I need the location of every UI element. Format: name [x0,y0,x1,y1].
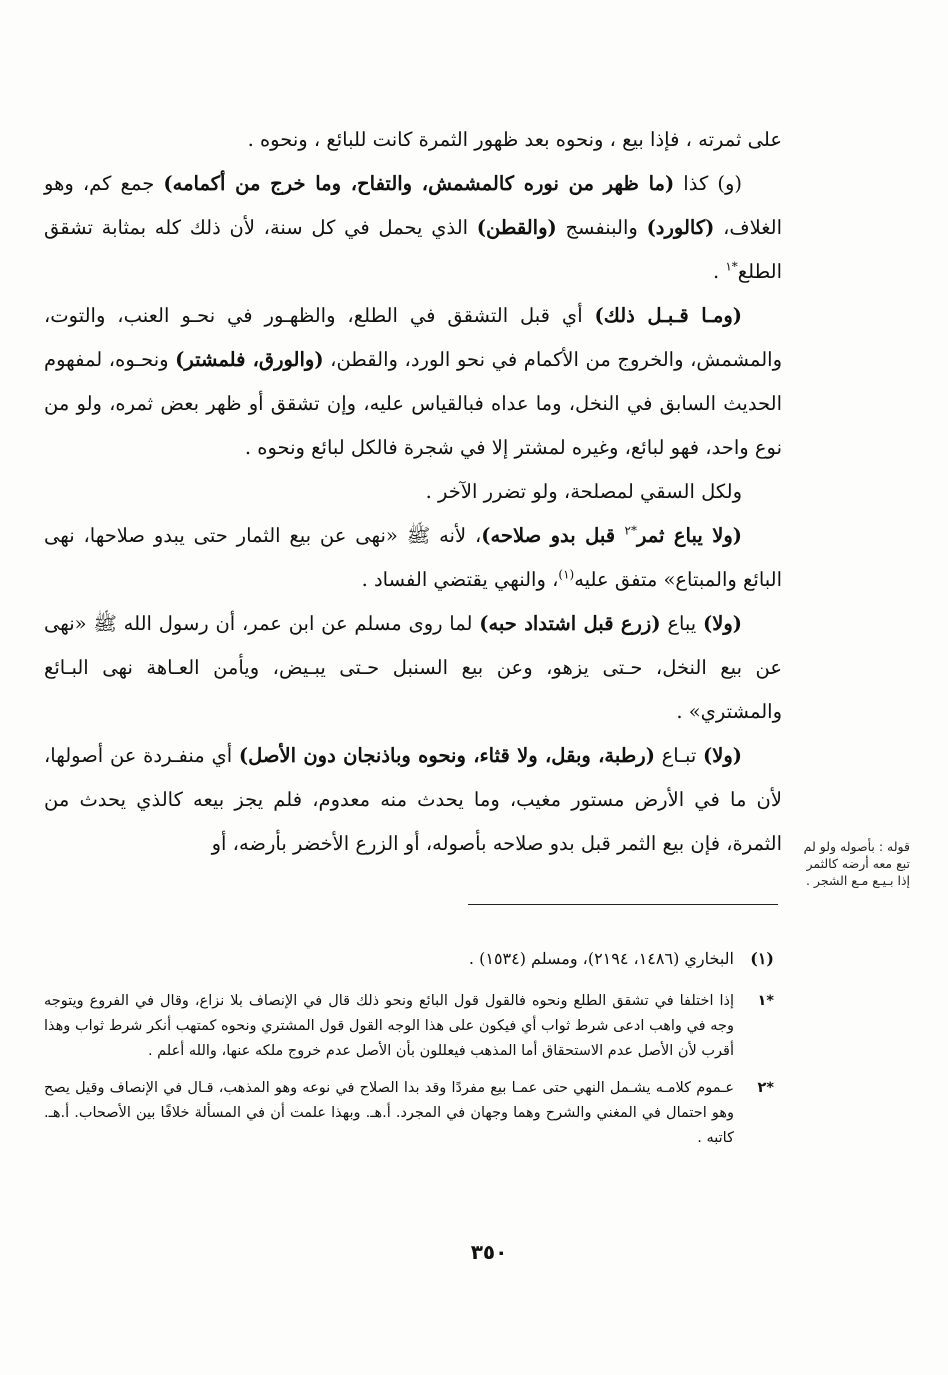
footnote-marker: (١) [558,567,575,582]
footnote-label: (١) [750,949,774,968]
footnote [44,1076,774,1151]
bold-term: (ومـا قـبـل ذلك) [594,304,743,327]
margin-note: قوله : بأصوله ولو لم تبع معه أرضه كالثمر إذا بـيـع مـع الشجر . [803,839,910,888]
text-segment: ، لأنه ﷺ «نهى عن بيع الثمار حتى يبدو صلاحها، نهى البائع والمبتاع» متفق عليه [44,524,782,591]
footnote-label: *٢ [757,1080,774,1096]
footnote-text: إذا اختلفا في تشقق الطلع ونحوه فالقول قول البائع ونحو ذلك قال في الإنصاف بلا نزاع، وقال في الفروع ويتوجه وجه في واهب ادعى شرط ثواب أي فيكون على هذا الوجه القول قول المشتري ونحوه كمتهب أنكر شرط ثواب وهذا أقرب لأن الأصل عدم الاستحقاق أما المذهب فيعللون بأن الأصل عدم خروج ملكه عنها، والله أعلم . [44,993,734,1059]
bold-term: (ولا يباع ثمر [637,524,742,547]
paragraph-3 [44,294,782,470]
text-segment: ونحـوه، لمفهوم الحديث السابق في النخل، وما عداه فبالقياس عليه، وإن تشقق أو ظهر بعض ثمره، ولو من نوع واحد، فهو لبائع، وغيره لمشتر إلا في شجرة فالكل لبائع ونحوه . [44,348,782,459]
page-number: ٣٥٠ [470,1240,508,1264]
paragraph-6 [44,602,782,734]
paragraph-2 [44,162,782,294]
footnote [44,989,774,1064]
paragraph-1 [44,118,782,162]
text-segment: (و) كذا [674,172,742,195]
footnote [44,946,774,971]
text-segment: أي قبل التشقق في الطلع، والظهـور في نحـو العنب، والتوت، والمشمش، والخروج من الأكمام في نحو الورد، والقطن، [44,304,782,371]
bold-term: (ولا) [703,744,743,767]
footnote-text: البخاري (١٤٨٦، ٢١٩٤)، ومسلم (١٥٣٤) . [468,949,734,968]
text-segment: جمع كم، وهو الغلاف، [44,172,782,239]
bold-term: قبل بدو صلاحه) [481,524,625,547]
paragraph-5 [44,514,782,602]
main-text-block [44,118,782,866]
footnote-text: عـموم كلامـه يشـمل النهي حتى عمـا بيع مفردًا وقد بدا الصلاح في نوعه وهو المذهب، قـال في الإنصاف وقيل يصح وهو احتمال في المغني والشرح وهما وجهان في المجرد. أ.هـ. وبهذا علمت أن في المسألة خلافًا بين الأصحاب. أ.هـ. كاتبه . [44,1080,734,1146]
bold-term: (كالورد) [646,216,715,239]
text-segment: . [712,260,726,283]
text-segment: ولكل السقي لمصلحة، ولو تضرر الآخر . [425,480,742,503]
footnote-marker: *١ [725,259,738,274]
footnote-divider [468,904,778,905]
text-segment: الذي يحمل في كل سنة، لأن ذلك كله بمثابة تشقق الطلع [44,216,782,283]
bold-term: (رطبة، وبقل، ولا قثاء، ونحوه وباذنجان دون الأصل) [238,744,655,767]
footnote-label: *١ [757,993,774,1009]
footnote-marker: *٢ [624,523,637,538]
bold-term: (ولا) [703,612,742,635]
footnotes-block [44,946,774,1163]
text-segment: يباع [660,612,703,635]
text-segment: والبنفسج [556,216,647,239]
text-segment: لما روى مسلم عن ابن عمر، أن رسول الله ﷺ «نهى عن بيع النخل، حـتى يزهو، وعن بيع السنبل حـتى يبـيض، ويأمن العـاهة نهى البـائع والمشتري» . [44,612,782,723]
text-segment: على ثمرته ، فإذا بيع ، ونحوه بعد ظهور الثمرة كانت للبائع ، ونحوه . [247,128,782,151]
text-segment: تبـاع [654,744,704,767]
text-segment: ، والنهي يقتضي الفساد . [361,568,559,591]
bold-term: (زرع قبل اشتداد حبه) [479,612,661,635]
paragraph-4 [44,470,782,514]
paragraph-7 [44,734,782,866]
text-segment: أي منفـردة عن أصولها، لأن ما في الأرض مستور مغيب، وما يحدث منه معدوم، فلم يجز بيعه كالذي يحدث من الثمرة، فإن بيع الثمر قبل بدو صلاحه بأصوله، أو الزرع الأخضر بأرضه، أو [44,744,782,855]
bold-term: (والورق، فلمشتر) [175,348,324,371]
bold-term: (والقطن) [476,216,557,239]
bold-term: (ما ظهر من نوره كالمشمش، والتفاح، وما خرج من أكمامه) [163,172,675,195]
